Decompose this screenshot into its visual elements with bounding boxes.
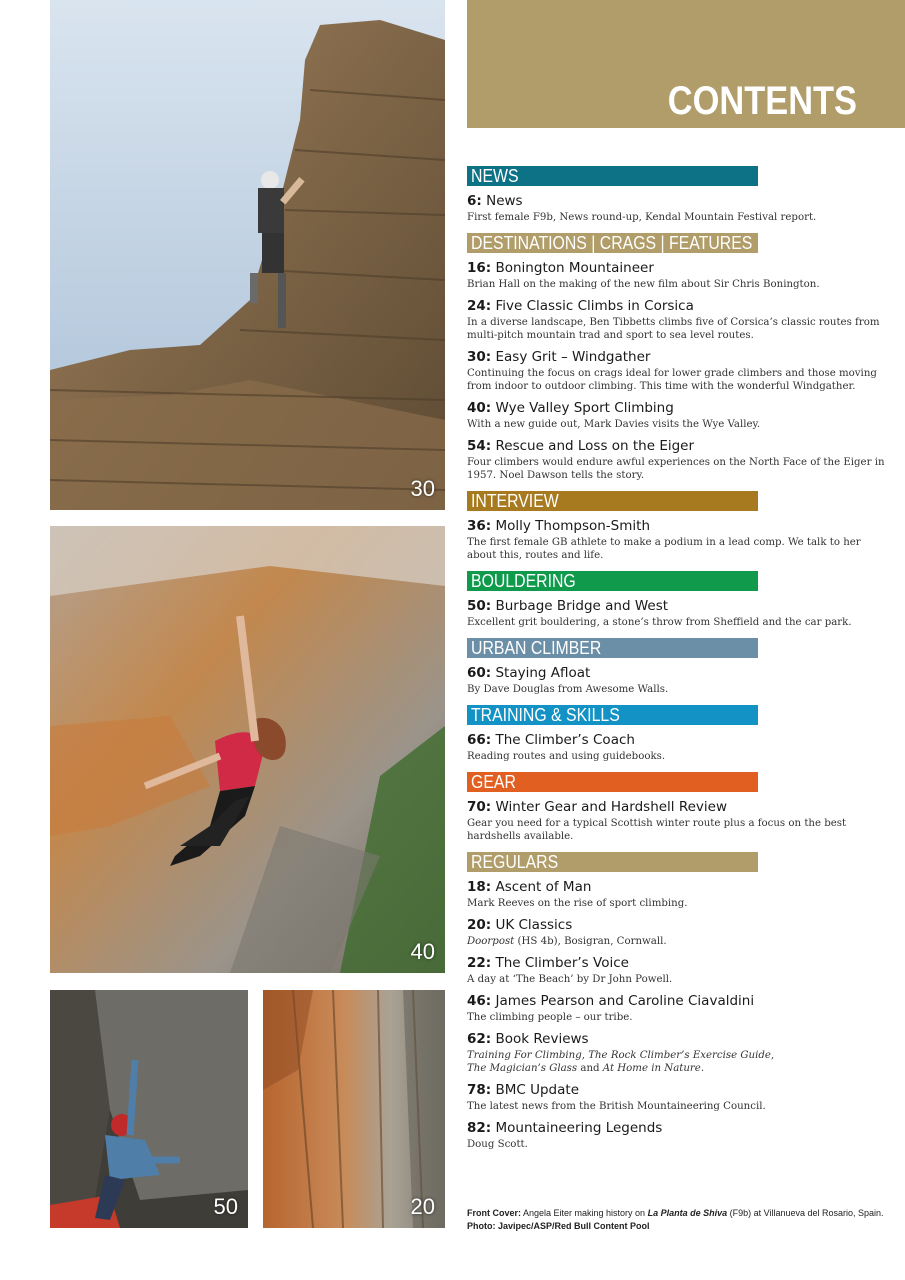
entry-page-number: 46: — [467, 993, 492, 1009]
entry-description — [467, 897, 887, 910]
entry-heading — [467, 193, 887, 209]
contents-entry[interactable] — [467, 879, 887, 910]
entry-title: The Climber’s Voice — [495, 955, 629, 971]
entry-title: Ascent of Man — [495, 879, 592, 895]
entry-page-number: 50: — [467, 598, 492, 614]
entry-page-number: 70: — [467, 799, 492, 815]
section-heading: URBAN CLIMBER — [471, 638, 602, 658]
entry-heading — [467, 993, 887, 1009]
contents-list — [467, 166, 887, 1160]
entry-description-italic: Doorpost — [467, 936, 515, 947]
entry-heading — [467, 955, 887, 971]
entry-title: Mountaineering Legends — [495, 1120, 663, 1136]
entry-page-number: 78: — [467, 1082, 492, 1098]
entry-heading — [467, 665, 887, 681]
cover-credit — [467, 1207, 887, 1233]
contents-entry[interactable] — [467, 1031, 887, 1075]
entry-description-part: Training For Climbing, The Rock Climber’s Exercise Guide, — [467, 1050, 775, 1061]
contents-section — [467, 166, 887, 224]
section-heading-bar — [467, 491, 758, 511]
entry-page-number: 66: — [467, 732, 492, 748]
page-number-label: 30 — [410, 476, 435, 501]
section-heading: BOULDERING — [471, 571, 576, 591]
entry-title: Wye Valley Sport Climbing — [495, 400, 674, 416]
contents-entry[interactable] — [467, 298, 887, 342]
boulder-photo-illustration — [50, 990, 248, 1228]
entry-description-text: The latest news from the British Mountaineering Council. — [467, 1101, 766, 1112]
entry-description-text: Mark Reeves on the rise of sport climbing. — [467, 898, 688, 909]
entry-heading — [467, 799, 887, 815]
entry-heading — [467, 917, 887, 933]
entry-heading — [467, 1031, 887, 1047]
entry-title: News — [486, 193, 523, 209]
section-heading-bar — [467, 772, 758, 792]
section-heading-bar — [467, 852, 758, 872]
contents-entry[interactable] — [467, 260, 887, 291]
photo-overhang-climber-40 — [50, 526, 445, 973]
section-heading-bar — [467, 233, 758, 253]
entry-description-text: Brian Hall on the making of the new film about Sir Chris Bonington. — [467, 279, 820, 290]
entry-description — [467, 750, 887, 763]
entry-title: James Pearson and Caroline Ciavaldini — [495, 993, 755, 1009]
entry-page-number: 24: — [467, 298, 492, 314]
page-number-label: 20 — [410, 1194, 435, 1219]
entry-description — [467, 616, 887, 629]
section-heading-bar — [467, 166, 758, 186]
entry-description-part: and — [577, 1063, 603, 1074]
credit-route: La Planta de Shiva — [647, 1208, 728, 1218]
contents-entry[interactable] — [467, 598, 887, 629]
contents-entry[interactable] — [467, 518, 887, 562]
entry-description-text: With a new guide out, Mark Davies visits the Wye Valley. — [467, 419, 761, 430]
entry-description-text: Doug Scott. — [467, 1139, 528, 1150]
entry-title: BMC Update — [495, 1082, 580, 1098]
section-heading: INTERVIEW — [471, 491, 559, 511]
entry-title: Bonington Mountaineer — [495, 260, 654, 276]
entry-page-number: 40: — [467, 400, 492, 416]
entry-heading — [467, 260, 887, 276]
contents-entry[interactable] — [467, 665, 887, 696]
overhang-photo-illustration — [50, 526, 445, 973]
entry-description — [467, 278, 887, 291]
contents-entry[interactable] — [467, 438, 887, 482]
entry-heading — [467, 879, 887, 895]
credit-text-2: (F9b) at Villanueva del Rosario, Spain. — [727, 1208, 884, 1218]
credit-text-1: Angela Eiter making history on — [521, 1208, 648, 1218]
entry-description — [467, 973, 887, 986]
entry-title: Easy Grit – Windgather — [495, 349, 651, 365]
contents-section — [467, 491, 887, 562]
entry-description — [467, 1138, 887, 1151]
entry-title: Molly Thompson-Smith — [495, 518, 650, 534]
photo-crag-climber-30 — [50, 0, 445, 510]
entry-title: Rescue and Loss on the Eiger — [495, 438, 695, 454]
entry-page-number: 36: — [467, 518, 492, 534]
entry-heading — [467, 732, 887, 748]
entry-description — [467, 211, 887, 224]
entry-heading — [467, 349, 887, 365]
section-heading-bar — [467, 571, 758, 591]
entry-page-number: 54: — [467, 438, 492, 454]
entry-title: The Climber’s Coach — [495, 732, 635, 748]
entry-page-number: 16: — [467, 260, 492, 276]
contents-entry[interactable] — [467, 955, 887, 986]
contents-entry[interactable] — [467, 193, 887, 224]
page-title: CONTENTS — [667, 79, 857, 123]
contents-header-block — [467, 0, 905, 128]
contents-entry[interactable] — [467, 1120, 887, 1151]
entry-page-number: 30: — [467, 349, 492, 365]
entry-page-number: 60: — [467, 665, 492, 681]
entry-description-text: Continuing the focus on crags ideal for lower grade climbers and those moving from indoor to outdoor climbing. This time with the wonderful Windgather. — [467, 368, 877, 392]
contents-entry[interactable] — [467, 917, 887, 948]
entry-description — [467, 817, 887, 843]
section-heading-bar — [467, 638, 758, 658]
section-heading: GEAR — [471, 772, 516, 792]
entry-title: UK Classics — [495, 917, 573, 933]
entry-description-text: Reading routes and using guidebooks. — [467, 751, 666, 762]
contents-section — [467, 705, 887, 763]
entry-description-text: Four climbers would endure awful experiences on the North Face of the Eiger in 1957. Noel Dawson tells the story. — [467, 457, 885, 481]
contents-entry[interactable] — [467, 1082, 887, 1113]
entry-description-text: (HS 4b), Bosigran, Cornwall. — [514, 936, 667, 947]
photo-granite-wall-20 — [263, 990, 445, 1228]
entry-page-number: 62: — [467, 1031, 492, 1047]
contents-section — [467, 233, 887, 482]
entry-heading — [467, 438, 887, 454]
entry-title: Staying Afloat — [495, 665, 591, 681]
entry-description-text: The climbing people – our tribe. — [467, 1012, 633, 1023]
entry-description-part: At Home in Nature. — [602, 1063, 705, 1074]
section-heading: NEWS — [471, 166, 519, 186]
entry-page-number: 20: — [467, 917, 492, 933]
entry-description — [467, 316, 887, 342]
entry-page-number: 6: — [467, 193, 482, 209]
entry-description-part: The Magician’s Glass — [467, 1063, 578, 1074]
section-heading: DESTINATIONS | CRAGS | FEATURES — [471, 233, 753, 253]
entry-heading — [467, 598, 887, 614]
entry-description-text: In a diverse landscape, Ben Tibbetts climbs five of Corsica’s classic routes from multi-pitch mountain trad and sport to sea level routes. — [467, 317, 880, 341]
entry-description — [467, 1100, 887, 1113]
crag-photo-illustration — [50, 0, 445, 510]
contents-entry[interactable] — [467, 732, 887, 763]
section-heading: REGULARS — [471, 852, 559, 872]
credit-label: Front Cover: — [467, 1208, 521, 1218]
credit-photo-line: Photo: Javipec/ASP/Red Bull Content Pool — [467, 1221, 650, 1231]
entry-description — [467, 367, 887, 393]
entry-heading — [467, 518, 887, 534]
contents-entry[interactable] — [467, 400, 887, 431]
entry-description — [467, 1049, 887, 1075]
entry-description — [467, 935, 887, 948]
page-number-label: 40 — [410, 939, 435, 964]
contents-section — [467, 772, 887, 843]
contents-entry[interactable] — [467, 993, 887, 1024]
section-heading: TRAINING & SKILLS — [471, 705, 620, 725]
contents-section — [467, 571, 887, 629]
entry-description — [467, 418, 887, 431]
entry-description — [467, 683, 887, 696]
entry-description-text: By Dave Douglas from Awesome Walls. — [467, 684, 669, 695]
entry-description-text: The first female GB athlete to make a podium in a lead comp. We talk to her about this, routes and life. — [467, 537, 861, 561]
entry-title: Book Reviews — [495, 1031, 589, 1047]
contents-section — [467, 852, 887, 1151]
entry-description — [467, 536, 887, 562]
photo-boulderer-50 — [50, 990, 248, 1228]
page-number-label: 50 — [213, 1194, 238, 1219]
entry-title: Burbage Bridge and West — [495, 598, 669, 614]
entry-page-number: 82: — [467, 1120, 492, 1136]
entry-heading — [467, 400, 887, 416]
entry-heading — [467, 1120, 887, 1136]
granite-photo-illustration — [263, 990, 445, 1228]
entry-heading — [467, 298, 887, 314]
entry-description-text: First female F9b, News round-up, Kendal Mountain Festival report. — [467, 212, 817, 223]
contents-section — [467, 638, 887, 696]
entry-description-text: Excellent grit bouldering, a stone’s throw from Sheffield and the car park. — [467, 617, 852, 628]
entry-description — [467, 456, 887, 482]
entry-description-text: A day at ‘The Beach’ by Dr John Powell. — [467, 974, 673, 985]
entry-page-number: 22: — [467, 955, 492, 971]
entry-title: Winter Gear and Hardshell Review — [495, 799, 728, 815]
entry-heading — [467, 1082, 887, 1098]
entry-description-text: Gear you need for a typical Scottish winter route plus a focus on the best hardshells available. — [467, 818, 847, 842]
entry-title: Five Classic Climbs in Corsica — [495, 298, 694, 314]
section-heading-bar — [467, 705, 758, 725]
contents-entry[interactable] — [467, 349, 887, 393]
contents-entry[interactable] — [467, 799, 887, 843]
entry-description — [467, 1011, 887, 1024]
entry-page-number: 18: — [467, 879, 492, 895]
